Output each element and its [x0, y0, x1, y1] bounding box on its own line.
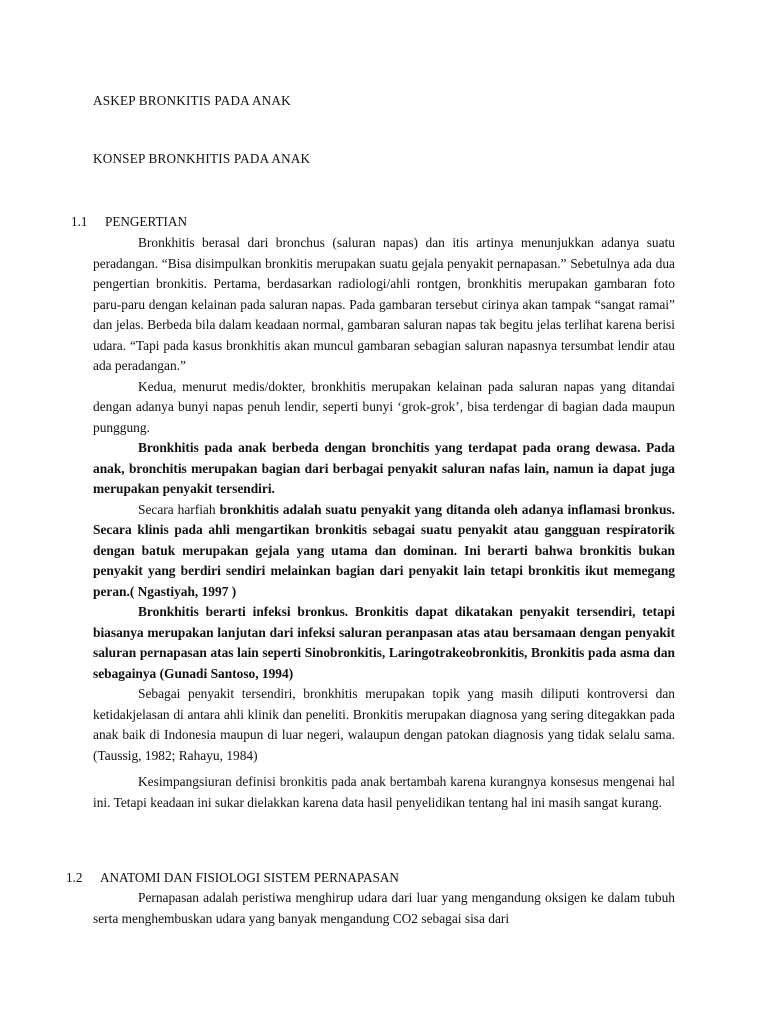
paragraph-bold-text: bronkhitis adalah suatu penyakit yang ditanda oleh adanya inflamasi bronkus. Secara klinis pada ahli mengartikan bronkitis sebagai suatu penyakit atau gangguan respiratorik dengan batuk merupakan gejala yang utama dan dominan. Ini berarti bahwa bronkitis bukan penyakit yang berdiri sendiri melainkan bagian dari penyakit lain tetapi bronkitis ikut memegang peran.( Ngastiyah, 1997 )	[93, 501, 675, 599]
paragraph: Pernapasan adalah peristiwa menghirup udara dari luar yang mengandung oksigen ke dalam tubuh serta menghembuskan udara yang banyak mengandung CO2 sebagai sisa dari	[93, 890, 675, 926]
document-subtitle: KONSEP BRONKHITIS PADA ANAK	[93, 151, 311, 166]
paragraph: Sebagai penyakit tersendiri, bronkhitis merupakan topik yang masih diliputi kontroversi dan ketidakjelasan di antara ahli klinik dan peneliti. Bronkitis merupakan diagnosa yang sering ditegakkan pada anak baik di Indonesia maupun di luar negeri, walaupun dengan patokan diagnosis yang tidak selalu sama.(Taussig, 1982; Rahayu, 1984)	[93, 686, 675, 763]
section-number: 1.1	[71, 214, 88, 229]
paragraph: Kesimpangsiuran definisi bronkitis pada anak bertambah karena kurangnya konsesus mengenai hal ini. Tetapi keadaan ini sukar dielakkan karena data hasil penyelidikan tentang hal ini masih sangat kurang.	[93, 774, 675, 810]
section-body-anatomi	[93, 888, 675, 929]
paragraph-lead: Secara harfiah	[138, 501, 220, 517]
paragraph-bold: Bronkhitis berarti infeksi bronkus. Bronkitis dapat dikatakan penyakit tersendiri, tetapi biasanya merupakan lanjutan dari infeksi saluran peranpasan atas atau bersamaan dengan penyakit saluran pernapasan atas lain seperti Sinobronkitis, Laringotrakeobronkitis, Bronkitis pada asma dan sebagainya (Gunadi Santoso, 1994)	[93, 604, 675, 681]
section-heading-pengertian	[71, 214, 187, 230]
paragraph	[93, 500, 675, 603]
paragraph-bold: Bronkhitis pada anak berbeda dengan bronchitis yang terdapat pada orang dewasa. Pada anak, bronchitis merupakan bagian dari berbagai penyakit saluran nafas lain, namun ia dapat juga merupakan penyakit tersendiri.	[93, 440, 675, 496]
section-body-pengertian	[93, 233, 675, 813]
document-title: ASKEP BRONKITIS PADA ANAK	[93, 93, 291, 108]
section-title: PENGERTIAN	[105, 214, 187, 229]
section-number: 1.2	[66, 870, 83, 885]
paragraph: Kedua, menurut medis/dokter, bronkhitis merupakan kelainan pada saluran napas yang ditandai dengan adanya bunyi napas penuh lendir, seperti bunyi ‘grok-grok’, bisa terdengar di bagian dada maupun punggung.	[93, 378, 675, 435]
section-title: ANATOMI DAN FISIOLOGI SISTEM PERNAPASAN	[100, 870, 399, 885]
section-heading-anatomi	[66, 870, 399, 886]
paragraph: Bronkhitis berasal dari bronchus (saluran napas) dan itis artinya menunjukkan adanya suatu peradangan. “Bisa disimpulkan bronkitis merupakan suatu gejala penyakit pernapasan.” Sebetulnya ada dua pengertian bronkitis. Pertama, berdasarkan radiologi/ahli rontgen, bronkhitis merupakan gambaran foto paru-paru dengan kelainan pada saluran napas. Pada gambaran tersebut cirinya akan tampak “sangat ramai” dan jelas. Berbeda bila dalam keadaan normal, gambaran saluran napas tak begitu jelas terlihat karena berisi udara. “Tapi pada kasus bronkhitis akan muncul gambaran sebagian saluran napasnya tersumbat lendir atau ada peradangan.”	[93, 235, 675, 373]
